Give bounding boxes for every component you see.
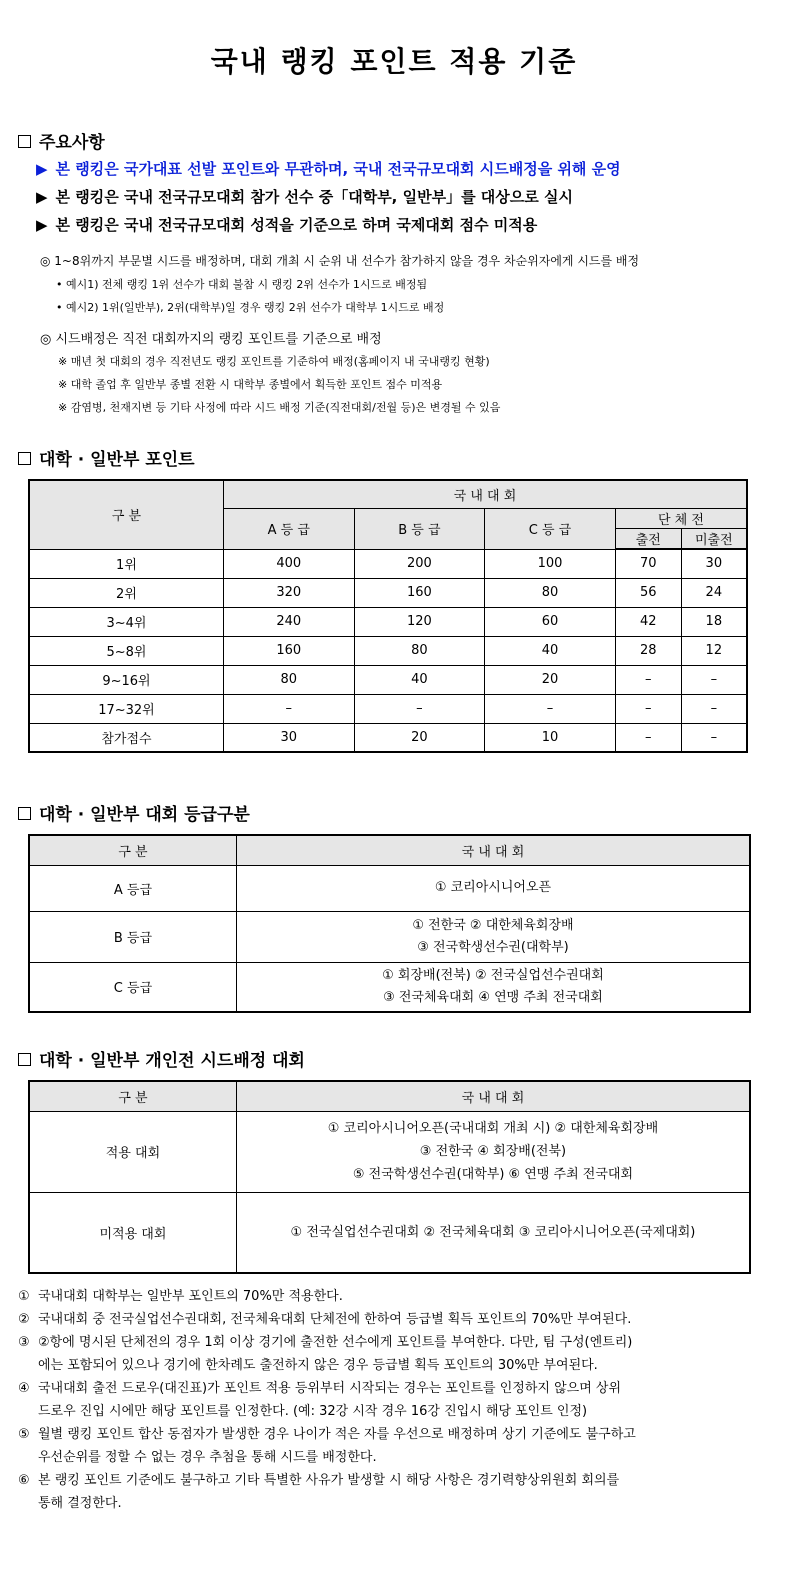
section-heading-grades: 대학 · 일반부 대회 등급구분: [18, 800, 250, 825]
points-cell: 400: [223, 549, 354, 578]
footnote-line: [18, 1423, 758, 1446]
footnote-text: 국내대회 중 전국실업선수권대회, 전국체육대회 단체전에 한하여 등급별 획득 포인트의 70%만 부여된다.: [38, 1312, 632, 1327]
points-cell: 20: [485, 665, 616, 694]
points-cell: 160: [223, 636, 354, 665]
table-row: [29, 549, 747, 578]
points-cell: 10: [485, 723, 616, 752]
header-category: 구 분: [29, 480, 223, 549]
competitions-cell: [236, 1192, 750, 1273]
points-cell: –: [681, 665, 747, 694]
footnote-line: [18, 1354, 758, 1377]
triangle-bullet-icon: ▶: [36, 216, 48, 234]
footnote-line: [18, 1492, 758, 1515]
points-cell: 80: [354, 636, 485, 665]
header-grade-c: C 등 급: [485, 508, 616, 549]
header-played: 출전: [615, 528, 681, 549]
checkbox-square-icon: [18, 1053, 31, 1066]
example-1: • 예시1) 전체 랭킹 1위 선수가 대회 불참 시 랭킹 2위 선수가 1시드로 배정됨: [56, 278, 428, 291]
section-heading-main: 주요사항: [18, 128, 105, 153]
footnote-text: 본 랭킹 포인트 기준에도 불구하고 기타 특별한 사유가 발생할 시 해당 사항은 경기력향상위원회 회의를: [38, 1473, 620, 1488]
competition-line: ① 코리아시니어오픈: [434, 880, 552, 895]
points-cell: –: [681, 723, 747, 752]
checkbox-square-icon: [18, 135, 31, 148]
rank-cell: 17~32위: [29, 694, 223, 723]
footnote-item: [18, 1377, 758, 1423]
grade-cell: C 등급: [29, 962, 236, 1012]
rank-cell: 5~8위: [29, 636, 223, 665]
points-cell: 30: [681, 549, 747, 578]
footnote-text: 월별 랭킹 포인트 합산 동점자가 발생한 경우 나이가 적은 자를 우선으로 배정하며 상기 기준에도 불구하고: [38, 1427, 636, 1442]
table-row: [29, 665, 747, 694]
footnote-item: [18, 1423, 758, 1469]
section-heading-seeds: 대학 · 일반부 개인전 시드배정 대회: [18, 1046, 305, 1071]
footnote-text: 국내대회 출전 드로우(대진표)가 포인트 적용 등위부터 시작되는 경우는 포인트를 인정하지 않으며 상위: [38, 1381, 622, 1396]
footnote-text: 드로우 진입 시에만 해당 포인트를 인정한다. (예: 32강 시작 경우 16강 진입시 해당 포인트 인정): [38, 1404, 588, 1419]
footnote-line: [18, 1400, 758, 1423]
competition-line: ③ 전국체육대회 ④ 연맹 주최 전국대회: [383, 989, 603, 1005]
footnote-text: 우선순위를 정할 수 없는 경우 추첨을 통해 시드를 배정한다.: [38, 1450, 377, 1465]
points-cell: 200: [354, 549, 485, 578]
points-cell: 56: [615, 578, 681, 607]
competition-line: ⑤ 전국학생선수권(대학부) ⑥ 연맹 주최 전국대회: [352, 1167, 634, 1182]
rank-cell: 1위: [29, 549, 223, 578]
table-row: [29, 911, 750, 962]
footnote-text: ②항에 명시된 단체전의 경우 1회 이상 경기에 출전한 선수에게 포인트를 부여한다. 다만, 팀 구성(엔트리): [38, 1335, 633, 1350]
table-row: [29, 607, 747, 636]
points-cell: 42: [615, 607, 681, 636]
table-row: [29, 578, 747, 607]
seed-category-cell: 미적용 대회: [29, 1192, 236, 1273]
points-cell: 80: [223, 665, 354, 694]
table-row: [29, 1192, 750, 1273]
footnote-line: [18, 1285, 758, 1308]
footnote-number: ⑤: [18, 1427, 30, 1442]
header-grade-b: B 등 급: [354, 508, 485, 549]
points-cell: 18: [681, 607, 747, 636]
bullet-main-2: ▶ 본 랭킹은 국내 전국규모대회 성적을 기준으로 하며 국제대회 점수 미적용: [36, 216, 538, 234]
competition-line: ① 전한국 ② 대한체육회장배: [412, 917, 574, 933]
points-cell: 120: [354, 607, 485, 636]
points-cell: 80: [485, 578, 616, 607]
competitions-cell: [236, 1111, 750, 1192]
footnote-line: [18, 1331, 758, 1354]
points-cell: 24: [681, 578, 747, 607]
rank-cell: 9~16위: [29, 665, 223, 694]
competition-line: ③ 전한국 ④ 회장배(전북): [419, 1144, 567, 1159]
points-cell: 20: [354, 723, 485, 752]
footnote-text: 국내대회 대학부는 일반부 포인트의 70%만 적용한다.: [38, 1289, 343, 1304]
points-cell: 160: [354, 578, 485, 607]
footnote-number: ⑥: [18, 1473, 30, 1488]
checkbox-square-icon: [18, 807, 31, 820]
footnote-text: 통해 결정한다.: [38, 1496, 122, 1511]
seeds-header-domestic: 국 내 대 회: [236, 1081, 750, 1111]
grade-cell: A 등급: [29, 865, 236, 911]
footnote-number: ①: [18, 1289, 30, 1304]
points-cell: –: [223, 694, 354, 723]
ref-2: ※ 대학 졸업 후 일반부 종별 전환 시 대학부 종별에서 획득한 포인트 점수 미적용: [58, 378, 443, 391]
header-grade-a: A 등 급: [223, 508, 354, 549]
points-cell: 28: [615, 636, 681, 665]
footnote-line: [18, 1377, 758, 1400]
points-cell: –: [681, 694, 747, 723]
footnote-line: [18, 1446, 758, 1469]
footnote-item: [18, 1469, 758, 1515]
points-cell: 100: [485, 549, 616, 578]
footnote-number: ②: [18, 1312, 30, 1327]
competition-line: ① 코리아시니어오픈(국내대회 개최 시) ② 대한체육회장배: [327, 1121, 659, 1136]
page-title: 국내 랭킹 포인트 적용 기준: [210, 45, 578, 78]
competitions-cell: [236, 962, 750, 1012]
competitions-cell: [236, 911, 750, 962]
table-row: [29, 723, 747, 752]
seeds-table: [28, 1080, 751, 1274]
table-row: [29, 865, 750, 911]
checkbox-square-icon: [18, 452, 31, 465]
rank-cell: 참가점수: [29, 723, 223, 752]
ref-1: ※ 매년 첫 대회의 경우 직전년도 랭킹 포인트를 기준하여 배정(홈페이지 내 국내랭킹 현황): [58, 355, 490, 368]
footnote-number: ③: [18, 1335, 30, 1350]
competition-line: ③ 전국학생선수권(대학부): [417, 939, 569, 955]
grades-header-category: 구 분: [29, 835, 236, 865]
header-not-played: 미출전: [681, 528, 747, 549]
example-2: • 예시2) 1위(일반부), 2위(대학부)일 경우 랭킹 2위 선수가 대학부 1시드로 배정: [56, 301, 445, 314]
rank-cell: 3~4위: [29, 607, 223, 636]
triangle-bullet-icon: ▶: [36, 160, 48, 178]
footnote-item: [18, 1285, 758, 1308]
bullet-main-0: ▶ 본 랭킹은 국가대표 선발 포인트와 무관하며, 국내 전국규모대회 시드배정을 위해 운영: [36, 160, 621, 178]
table-row: [29, 636, 747, 665]
points-cell: 240: [223, 607, 354, 636]
rank-cell: 2위: [29, 578, 223, 607]
table-row: [29, 694, 747, 723]
footnote-line: [18, 1469, 758, 1492]
footnotes: [18, 1285, 758, 1515]
points-cell: –: [615, 723, 681, 752]
points-cell: –: [615, 665, 681, 694]
points-table: [28, 479, 748, 753]
triangle-bullet-icon: ▶: [36, 188, 48, 206]
header-domestic: 국 내 대 회: [223, 480, 747, 508]
points-cell: 40: [485, 636, 616, 665]
competitions-cell: [236, 865, 750, 911]
points-cell: 70: [615, 549, 681, 578]
footnote-item: [18, 1331, 758, 1377]
points-cell: –: [485, 694, 616, 723]
points-cell: 40: [354, 665, 485, 694]
points-cell: 12: [681, 636, 747, 665]
note-seed-basis: ◎ 시드배정은 직전 대회까지의 랭킹 포인트를 기준으로 배정: [40, 332, 382, 347]
seeds-header-category: 구 분: [29, 1081, 236, 1111]
grades-table: [28, 834, 751, 1013]
points-cell: 30: [223, 723, 354, 752]
grades-header-domestic: 국 내 대 회: [236, 835, 750, 865]
competition-line: ① 전국실업선수권대회 ② 전국체육대회 ③ 코리아시니어오픈(국제대회): [290, 1224, 696, 1240]
competition-line: ① 회장배(전북) ② 전국실업선수권대회: [382, 967, 604, 983]
footnote-line: [18, 1308, 758, 1331]
grade-cell: B 등급: [29, 911, 236, 962]
points-cell: –: [615, 694, 681, 723]
header-team: 단 체 전: [615, 508, 747, 528]
points-cell: 60: [485, 607, 616, 636]
ref-3: ※ 감염병, 천재지변 등 기타 사정에 따라 시드 배정 기준(직전대회/전월 등)은 변경될 수 있음: [58, 401, 501, 414]
seed-category-cell: 적용 대회: [29, 1111, 236, 1192]
table-row: [29, 962, 750, 1012]
points-cell: –: [354, 694, 485, 723]
section-heading-points: 대학 · 일반부 포인트: [18, 445, 195, 470]
bullet-main-1: ▶ 본 랭킹은 국내 전국규모대회 참가 선수 중「대학부, 일반부」를 대상으로 실시: [36, 188, 573, 206]
footnote-item: [18, 1308, 758, 1331]
footnote-number: ④: [18, 1381, 30, 1396]
footnote-text: 에는 포함되어 있으나 경기에 한차례도 출전하지 않은 경우 등급별 획득 포인트의 30%만 부여된다.: [38, 1358, 598, 1373]
table-row: [29, 1111, 750, 1192]
points-cell: 320: [223, 578, 354, 607]
note-seed-assignment: ◎ 1~8위까지 부문별 시드를 배정하며, 대회 개최 시 순위 내 선수가 참가하지 않을 경우 차순위자에게 시드를 배정: [40, 254, 640, 268]
